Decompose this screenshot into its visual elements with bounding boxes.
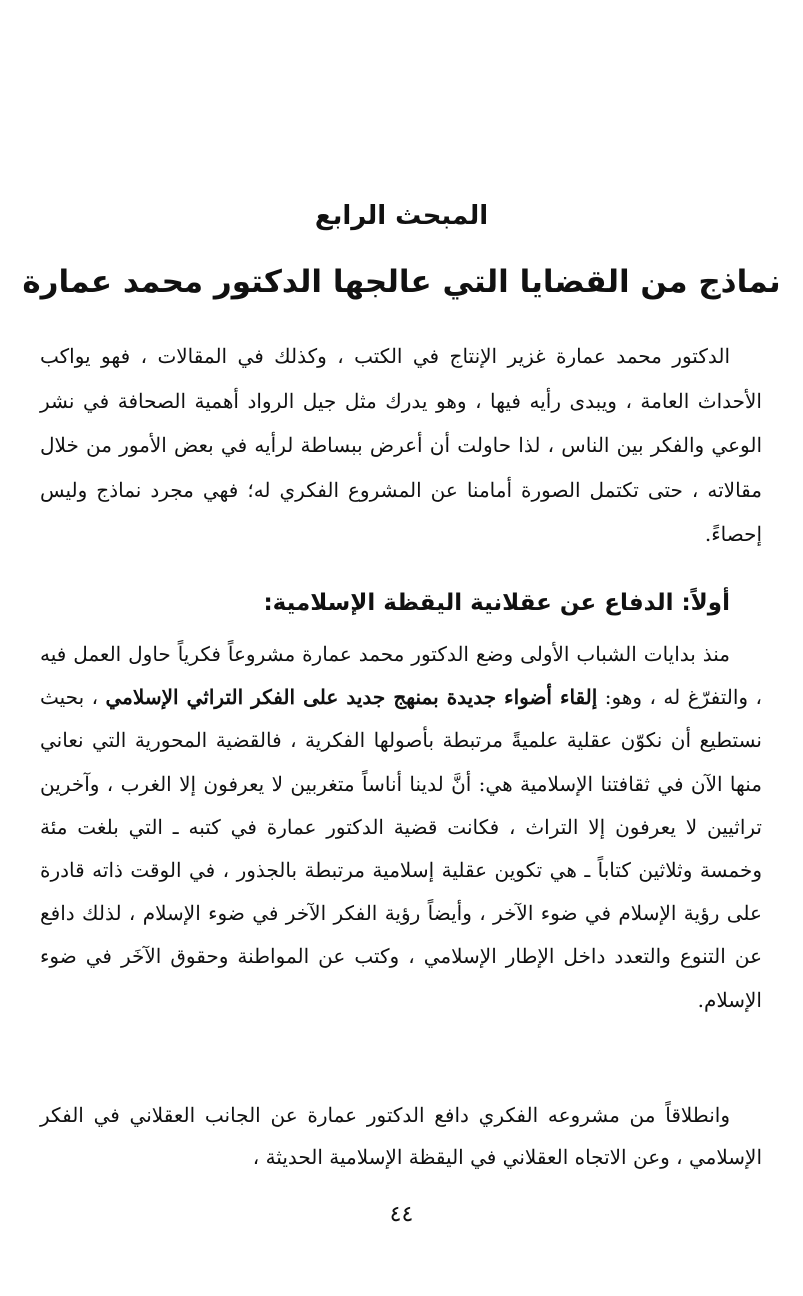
- body-paragraph-emphasis: إلقاء أضواء جديدة بمنهج جديد على الفكر التراثي الإسلامي: [105, 685, 598, 710]
- body-paragraph-text-start: منذ بدايات الشباب الأولى وضع الدكتور محمد عمارة مشروعاً فكرياً حاول العمل فيه ، والتفرّغ له ، وهو:: [40, 642, 762, 710]
- closing-paragraph-text: وانطلاقاً من مشروعه الفكري دافع الدكتور عمارة عن الجانب العقلاني في الفكر الإسلامي ، وعن الاتجاه العقلاني في اليقظة الإسلامية الحديثة ،: [40, 1103, 762, 1169]
- page-number: ٤٤: [389, 1202, 414, 1227]
- intro-paragraph-text: الدكتور محمد عمارة غزير الإنتاج في الكتب ، وكذلك في المقالات ، فهو يواكب الأحداث العامة ، ويبدى رأيه فيها ، وهو يدرك مثل جيل الرواد أهمية الصحافة في نشر الوعي والفكر بين الناس ، لذا حاولت أن أعرض ببساطة لرأيه في بعض الأمور من خلال مقالاته ، حتى تكتمل الصورة أمامنا عن المشروع الفكري له؛ فهي مجرد نماذج وليس إحصاءً.: [40, 344, 762, 546]
- closing-paragraph: [40, 1094, 762, 1178]
- section-label: المبحث الرابع: [314, 201, 489, 231]
- body-paragraph-text-end: ، بحيث نستطيع أن نكوّن عقلية علميةً مرتبطة بأصولها الفكرية ، فالقضية المحورية التي نعاني منها الآن في ثقافتنا الإسلامية هي: أنَّ لدينا أناساً متغربين لا يعرفون إلا الغرب ، وآخرين تراثيين لا يعرفون إلا التراث ، فكانت قضية الدكتور عمارة في كتبه ـ التي بلغت مئة وخمسة وثلاثين كتاباً ـ هي تكوين عقلية إسلامية مرتبطة بالجذور ، في الوقت ذاته قادرة على رؤية الإسلام في ضوء الآخر ، وأيضاً رؤية الفكر الآخر في ضوء الإسلام ، لذلك دافع عن التنوع والتعدد داخل الإطار الإسلامي ، وكتب عن المواطنة وحقوق الآخَر في ضوء الإسلام.: [40, 685, 762, 1012]
- body-paragraph: [40, 633, 762, 1022]
- subsection-heading: أولاً: الدفاع عن عقلانية اليقظة الإسلامية:: [263, 590, 730, 616]
- intro-paragraph: [40, 334, 762, 557]
- chapter-title: نماذج من القضايا التي عالجها الدكتور محمد عمارة: [22, 264, 781, 300]
